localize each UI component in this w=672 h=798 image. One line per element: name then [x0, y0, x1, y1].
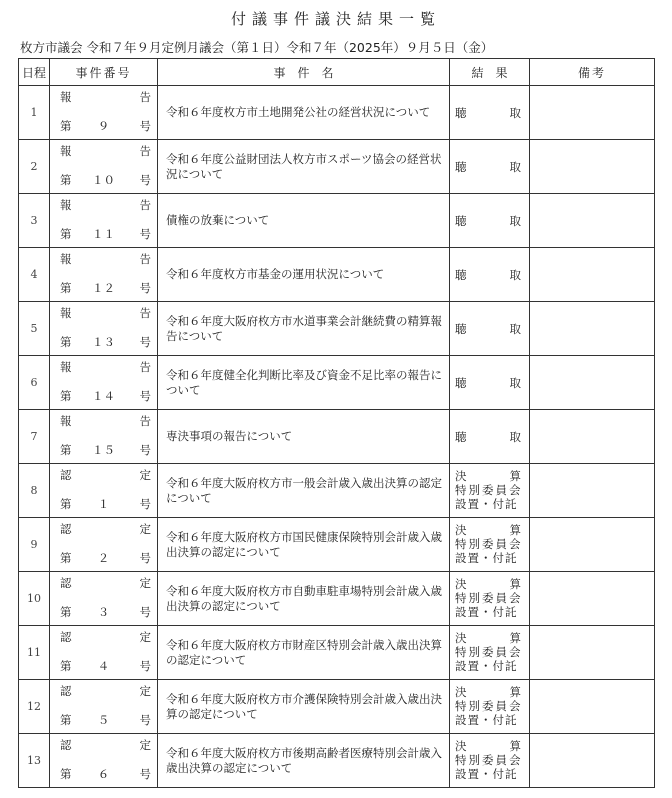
case-number — [50, 464, 158, 518]
case-memo — [530, 194, 655, 248]
case-kind-part: 告 — [139, 306, 151, 320]
case-no-part: 号 — [139, 767, 151, 781]
agenda-day: 12 — [19, 680, 50, 734]
case-no-value: １３ — [92, 335, 115, 349]
table-row — [19, 572, 655, 626]
case-kind-part: 報 — [60, 144, 72, 158]
case-kind-part: 報 — [60, 252, 72, 266]
case-memo — [530, 734, 655, 788]
table-row — [19, 356, 655, 410]
header-memo — [530, 59, 655, 86]
case-result — [450, 302, 530, 356]
result-part: 聴 — [455, 105, 467, 120]
case-memo — [530, 248, 655, 302]
case-no-part: 号 — [139, 443, 151, 457]
case-kind-part: 告 — [139, 90, 151, 104]
case-kind-part: 認 — [60, 738, 72, 752]
case-kind-part: 報 — [60, 306, 72, 320]
result-text — [450, 577, 529, 619]
table-row — [19, 734, 655, 788]
result-part: 取 — [509, 267, 521, 282]
case-name: 令和６年度大阪府枚方市水道事業会計継続費の精算報告について — [158, 302, 450, 356]
case-name: 令和６年度枚方市土地開発公社の経営状況について — [158, 86, 450, 140]
case-result — [450, 680, 530, 734]
case-name: 令和６年度大阪府枚方市国民健康保険特別会計歳入歳出決算の認定について — [158, 518, 450, 572]
case-result — [450, 86, 530, 140]
case-no-value: １２ — [92, 281, 115, 295]
case-kind-part: 定 — [139, 738, 151, 752]
result-part: 聴 — [455, 267, 467, 282]
case-number — [50, 410, 158, 464]
result-part: 決 — [455, 685, 467, 699]
result-part: 聴 — [455, 375, 467, 390]
case-no-value: ４ — [97, 659, 110, 673]
case-kind-part: 報 — [60, 414, 72, 428]
case-no-part: 第 — [60, 335, 72, 349]
case-memo — [530, 302, 655, 356]
case-number — [50, 572, 158, 626]
result-part: 決 — [455, 739, 467, 753]
result-text — [450, 375, 529, 391]
result-part: 算 — [509, 577, 521, 591]
case-name: 専決事項の報告について — [158, 410, 450, 464]
case-kind-part: 告 — [139, 144, 151, 158]
header-case-name: 事 件 名 — [158, 59, 450, 86]
case-no-value: １ — [97, 497, 110, 511]
result-part: 特別委員会 — [455, 645, 523, 659]
case-number — [50, 626, 158, 680]
table-row — [19, 518, 655, 572]
table-row — [19, 140, 655, 194]
case-no-value: １５ — [92, 443, 115, 457]
case-no-part: 号 — [139, 605, 151, 619]
case-result — [450, 194, 530, 248]
agenda-day: 11 — [19, 626, 50, 680]
case-number — [50, 302, 158, 356]
case-kind-part: 報 — [60, 90, 72, 104]
case-kind-part: 告 — [139, 414, 151, 428]
case-no-part: 号 — [139, 281, 151, 295]
result-part: 算 — [509, 685, 521, 699]
case-no-part: 第 — [60, 281, 72, 295]
result-part: 算 — [509, 631, 521, 645]
case-kind-part: 認 — [60, 684, 72, 698]
case-name: 令和６年度大阪府枚方市一般会計歳入歳出決算の認定について — [158, 464, 450, 518]
case-no-value: ３ — [97, 605, 110, 619]
case-number — [50, 356, 158, 410]
result-part: 取 — [509, 375, 521, 390]
case-kind-part: 告 — [139, 198, 151, 212]
case-no-part: 第 — [60, 713, 72, 727]
case-no-value: ２ — [97, 551, 110, 565]
result-part: 決 — [455, 523, 467, 537]
result-part: 聴 — [455, 429, 467, 444]
case-memo — [530, 680, 655, 734]
case-memo — [530, 356, 655, 410]
case-no-part: 号 — [139, 119, 151, 133]
result-part: 設置・付託 — [455, 497, 518, 511]
result-part: 聴 — [455, 213, 467, 228]
table-row — [19, 680, 655, 734]
case-no-value: １４ — [92, 389, 115, 403]
agenda-day: 13 — [19, 734, 50, 788]
result-text — [450, 469, 529, 511]
case-result — [450, 464, 530, 518]
case-no-part: 第 — [60, 389, 72, 403]
case-kind-part: 認 — [60, 576, 72, 590]
header-memo-label: 備考 — [577, 65, 606, 80]
case-memo — [530, 410, 655, 464]
agenda-day: 1 — [19, 86, 50, 140]
case-memo — [530, 464, 655, 518]
result-text — [450, 213, 529, 229]
case-name: 令和６年度大阪府枚方市財産区特別会計歳入歳出決算の認定について — [158, 626, 450, 680]
table-row — [19, 626, 655, 680]
case-result — [450, 248, 530, 302]
case-result — [450, 356, 530, 410]
case-result — [450, 140, 530, 194]
table-header-row — [19, 59, 655, 86]
agenda-day: 3 — [19, 194, 50, 248]
result-part: 聴 — [455, 321, 467, 336]
case-result — [450, 626, 530, 680]
result-text — [450, 321, 529, 337]
result-text — [450, 631, 529, 673]
meeting-subtitle: 枚方市議会 令和７年９月定例月議会（第１日）令和７年（2025年）９月５日（金） — [20, 40, 494, 55]
result-part: 特別委員会 — [455, 591, 523, 605]
case-kind-part: 定 — [139, 468, 151, 482]
result-part: 取 — [509, 159, 521, 174]
case-name: 令和６年度大阪府枚方市後期高齢者医療特別会計歳入歳出決算の認定について — [158, 734, 450, 788]
case-memo — [530, 140, 655, 194]
agenda-day: 4 — [19, 248, 50, 302]
case-no-part: 号 — [139, 713, 151, 727]
result-part: 算 — [509, 523, 521, 537]
case-no-value: １０ — [92, 173, 115, 187]
header-case-number — [50, 59, 158, 86]
case-kind-part: 定 — [139, 522, 151, 536]
case-number — [50, 518, 158, 572]
case-no-part: 号 — [139, 551, 151, 565]
table-row — [19, 464, 655, 518]
result-part: 取 — [509, 213, 521, 228]
results-table — [18, 58, 655, 788]
case-no-part: 第 — [60, 767, 72, 781]
case-no-part: 第 — [60, 659, 72, 673]
agenda-day: 5 — [19, 302, 50, 356]
case-no-part: 第 — [60, 551, 72, 565]
result-text — [450, 159, 529, 175]
case-no-part: 号 — [139, 227, 151, 241]
case-name: 令和６年度公益財団法人枚方市スポーツ協会の経営状況について — [158, 140, 450, 194]
table-row — [19, 302, 655, 356]
case-kind-part: 告 — [139, 252, 151, 266]
result-part: 決 — [455, 577, 467, 591]
table-row — [19, 248, 655, 302]
case-name: 令和６年度大阪府枚方市介護保険特別会計歳入歳出決算の認定について — [158, 680, 450, 734]
case-name: 令和６年度大阪府枚方市自動車駐車場特別会計歳入歳出決算の認定について — [158, 572, 450, 626]
result-part: 取 — [509, 105, 521, 120]
case-number — [50, 734, 158, 788]
case-name: 令和６年度枚方市基金の運用状況について — [158, 248, 450, 302]
case-kind-part: 認 — [60, 468, 72, 482]
case-name: 令和６年度健全化判断比率及び資金不足比率の報告について — [158, 356, 450, 410]
result-text — [450, 685, 529, 727]
result-text — [450, 105, 529, 121]
case-kind-part: 認 — [60, 630, 72, 644]
case-number — [50, 248, 158, 302]
result-part: 設置・付託 — [455, 551, 518, 565]
case-number — [50, 194, 158, 248]
case-memo — [530, 626, 655, 680]
result-part: 特別委員会 — [455, 753, 523, 767]
result-part: 聴 — [455, 159, 467, 174]
result-text — [450, 267, 529, 283]
case-kind-part: 定 — [139, 630, 151, 644]
case-no-part: 号 — [139, 659, 151, 673]
case-result — [450, 518, 530, 572]
case-memo — [530, 86, 655, 140]
case-no-part: 第 — [60, 173, 72, 187]
case-kind-part: 定 — [139, 576, 151, 590]
case-number — [50, 86, 158, 140]
header-result: 結 果 — [450, 59, 530, 86]
case-kind-part: 認 — [60, 522, 72, 536]
result-part: 取 — [509, 321, 521, 336]
case-kind-part: 告 — [139, 360, 151, 374]
case-no-part: 号 — [139, 389, 151, 403]
case-no-part: 第 — [60, 119, 72, 133]
case-no-part: 第 — [60, 227, 72, 241]
case-no-value: ９ — [97, 119, 110, 133]
table-row — [19, 410, 655, 464]
result-part: 算 — [509, 469, 521, 483]
case-memo — [530, 518, 655, 572]
case-no-part: 号 — [139, 335, 151, 349]
result-part: 特別委員会 — [455, 699, 523, 713]
agenda-day: 10 — [19, 572, 50, 626]
agenda-day: 9 — [19, 518, 50, 572]
case-name: 債権の放棄について — [158, 194, 450, 248]
result-part: 決 — [455, 631, 467, 645]
table-row — [19, 194, 655, 248]
case-no-value: ５ — [97, 713, 110, 727]
case-result — [450, 734, 530, 788]
result-part: 決 — [455, 469, 467, 483]
case-result — [450, 572, 530, 626]
result-text — [450, 739, 529, 781]
table-row — [19, 86, 655, 140]
case-no-part: 号 — [139, 497, 151, 511]
case-memo — [530, 572, 655, 626]
result-part: 設置・付託 — [455, 713, 518, 727]
agenda-day: 7 — [19, 410, 50, 464]
result-part: 特別委員会 — [455, 483, 523, 497]
agenda-day: 8 — [19, 464, 50, 518]
case-number — [50, 680, 158, 734]
header-case-number-label: 事件番号 — [75, 65, 132, 80]
case-no-value: １１ — [92, 227, 115, 241]
header-day: 日程 — [19, 59, 50, 86]
result-text — [450, 523, 529, 565]
result-part: 設置・付託 — [455, 605, 518, 619]
result-part: 設置・付託 — [455, 767, 518, 781]
agenda-day: 2 — [19, 140, 50, 194]
case-number — [50, 140, 158, 194]
case-no-part: 第 — [60, 497, 72, 511]
case-kind-part: 定 — [139, 684, 151, 698]
case-no-part: 号 — [139, 173, 151, 187]
case-kind-part: 報 — [60, 198, 72, 212]
result-part: 算 — [509, 739, 521, 753]
page-title: 付議事件議決結果一覧 — [230, 10, 441, 28]
case-result — [450, 410, 530, 464]
case-no-part: 第 — [60, 605, 72, 619]
agenda-day: 6 — [19, 356, 50, 410]
result-part: 設置・付託 — [455, 659, 518, 673]
result-part: 取 — [509, 429, 521, 444]
case-no-part: 第 — [60, 443, 72, 457]
result-text — [450, 429, 529, 445]
case-kind-part: 報 — [60, 360, 72, 374]
result-part: 特別委員会 — [455, 537, 523, 551]
case-no-value: ６ — [97, 767, 110, 781]
